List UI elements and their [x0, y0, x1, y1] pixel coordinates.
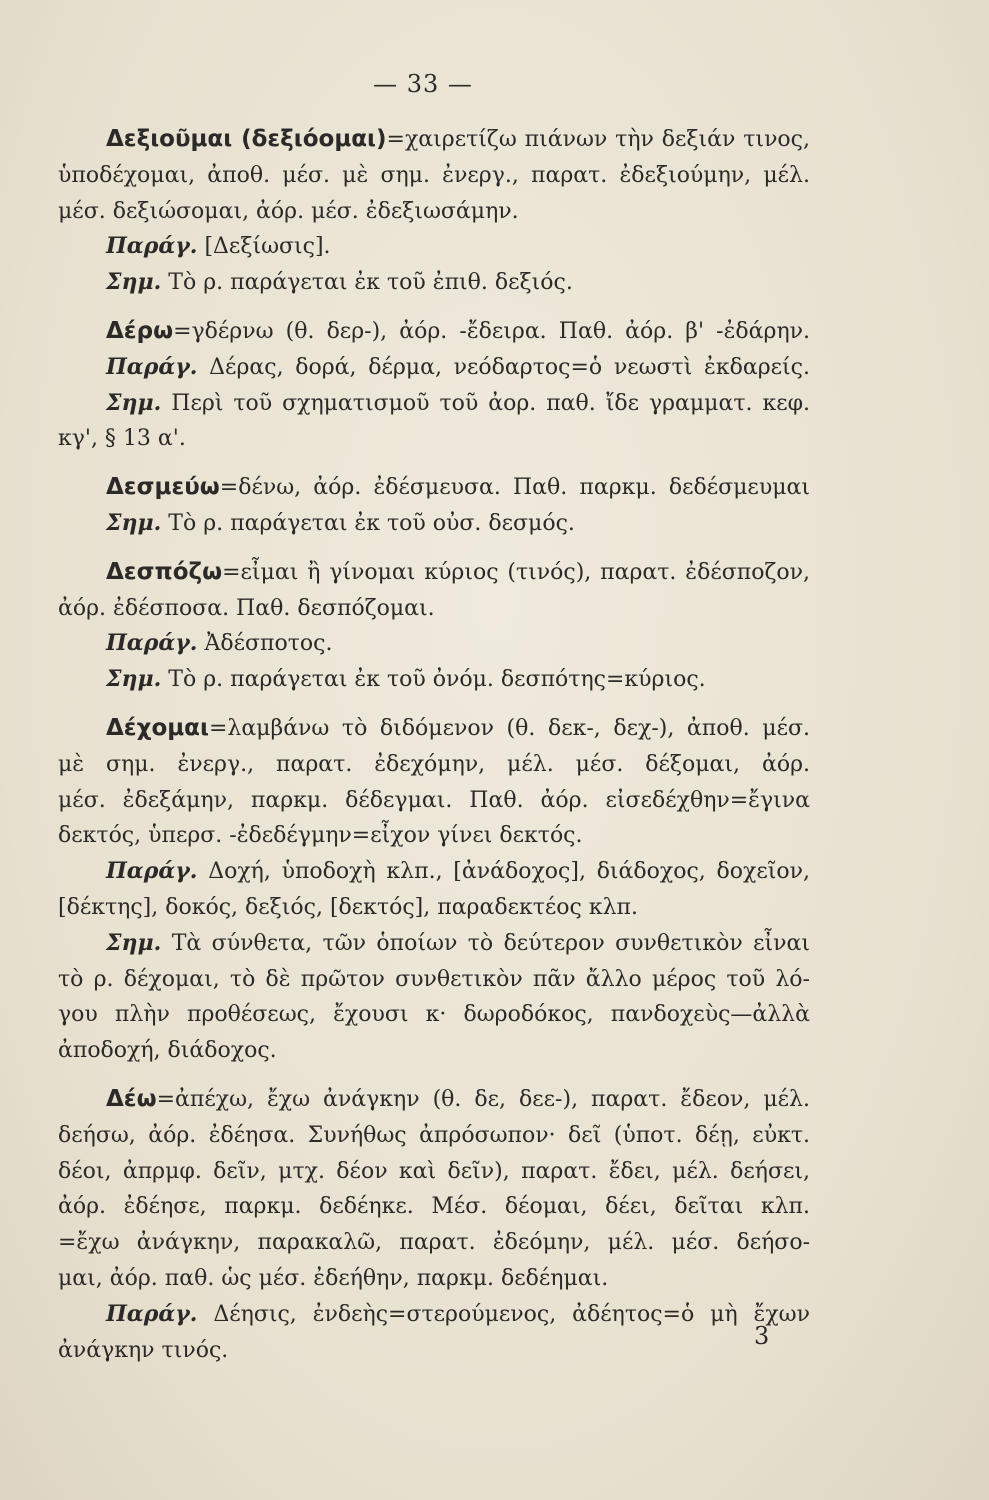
text-line: [58, 1297, 810, 1333]
text-line: [58, 386, 810, 422]
text-line: [58, 122, 810, 158]
headword: Δεσμεύω: [106, 474, 220, 501]
line-text: [Δεξίωσις].: [197, 234, 331, 260]
text-line: [58, 555, 810, 591]
dictionary-entry: [58, 122, 810, 301]
line-text: μέσ. ἐδεξάμην, παρκμ. δέδεγμαι. Παθ. ἀόρ. εἰσεδέχθην=ἔγινα: [58, 787, 810, 813]
section-abbreviation: Σημ.: [106, 929, 162, 956]
line-text: =ἔχω ἀνάγκην, παρακαλῶ, παρατ. ἐδεόμην, μέλ. μέσ. δεήσο-: [58, 1230, 810, 1256]
headword: Δέω: [106, 1085, 157, 1112]
line-text: ἀποδοχή, διάδοχος.: [58, 1038, 277, 1064]
headword: Δεσπόζω: [106, 558, 223, 585]
text-line: [58, 265, 810, 301]
text-line: [58, 1225, 810, 1261]
text-line: [58, 506, 810, 542]
section-abbreviation: Σημ.: [106, 269, 162, 296]
dictionary-entry: [58, 470, 810, 542]
headword: Δεξιοῦμαι (δεξιόομαι): [106, 126, 387, 152]
line-text: Δέησις, ἐνδεὴς=στερούμενος, ἀδέητος=ὁ μὴ ἔχων: [197, 1301, 810, 1327]
dictionary-entry: [58, 555, 810, 698]
section-abbreviation: Παράγ.: [106, 1300, 198, 1327]
text-line: [58, 591, 810, 627]
text-line: [58, 926, 810, 962]
section-abbreviation: Παράγ.: [106, 630, 198, 657]
headword: Δέχομαι: [106, 714, 209, 741]
text-line: [58, 421, 810, 457]
line-text: ὑποδέχομαι, ἀποθ. μέσ. μὲ σημ. ἐνεργ., παρατ. ἐδεξιούμην, μέλ.: [58, 162, 810, 188]
section-abbreviation: Παράγ.: [106, 353, 198, 380]
text-line: [58, 314, 810, 350]
text-line: [58, 1261, 810, 1297]
line-text: Τὸ ρ. παράγεται ἐκ τοῦ ἐπιθ. δεξιός.: [161, 270, 573, 296]
line-text: μαι, ἀόρ. παθ. ὡς μέσ. ἐδεήθην, παρκμ. δεδέημαι.: [58, 1265, 609, 1291]
line-text: [δέκτης], δοκός, δεξιός, [δεκτός], παραδεκτέος κλπ.: [58, 894, 639, 920]
text-line: [58, 1118, 810, 1154]
signature-mark: 3: [754, 1322, 770, 1350]
page-number: — 33 —: [373, 70, 473, 98]
dictionary-text: [58, 122, 810, 1381]
text-line: [58, 1082, 810, 1118]
line-text: Τὸ ρ. παράγεται ἐκ τοῦ ὀνόμ. δεσπότης=κύριος.: [161, 667, 706, 693]
text-line: [58, 890, 810, 926]
section-abbreviation: Παράγ.: [106, 233, 198, 260]
text-line: [58, 194, 810, 230]
text-line: [58, 711, 810, 747]
text-line: [58, 470, 810, 506]
line-text: =γδέρνω (θ. δερ-), ἀόρ. -ἔδειρα. Παθ. ἀόρ. β' -ἐδάρην.: [173, 318, 810, 344]
line-text: δεήσω, ἀόρ. ἐδέησα. Συνήθως ἀπρόσωπον· δεῖ (ὑποτ. δέῃ, εὐκτ.: [58, 1122, 810, 1148]
section-abbreviation: Σημ.: [106, 509, 162, 536]
line-text: ἀνάγκην τινός.: [58, 1337, 229, 1363]
line-text: μέσ. δεξιώσομαι, ἀόρ. μέσ. ἐδεξιωσάμην.: [58, 198, 519, 224]
headword: Δέρω: [106, 317, 174, 344]
line-text: Περὶ τοῦ σχηματισμοῦ τοῦ ἀορ. παθ. ἴδε γραμματ. κεφ.: [161, 390, 810, 416]
text-line: [58, 818, 810, 854]
section-abbreviation: Παράγ.: [106, 858, 198, 885]
line-text: Τὰ σύνθετα, τῶν ὁποίων τὸ δεύτερον συνθετικὸν εἶναι: [161, 930, 810, 956]
text-line: [58, 350, 810, 386]
line-text: δέοι, ἀπρμφ. δεῖν, μτχ. δέον καὶ δεῖν), παρατ. ἔδει, μέλ. δεήσει,: [58, 1158, 810, 1184]
dictionary-entry: [58, 1082, 810, 1368]
text-line: [58, 1033, 810, 1069]
text-line: [58, 1154, 810, 1190]
line-text: ἀόρ. ἐδέησε, παρκμ. δεδέηκε. Μέσ. δέομαι, δέει, δεῖται κλπ.: [58, 1194, 810, 1220]
text-line: [58, 662, 810, 698]
text-line: [58, 626, 810, 662]
text-line: [58, 158, 810, 194]
line-text: Ἀδέσποτος.: [197, 631, 333, 657]
line-text: τὸ ρ. δέχομαι, τὸ δὲ πρῶτον συνθετικὸν πᾶν ἄλλο μέρος τοῦ λό-: [58, 966, 810, 992]
text-line: [58, 997, 810, 1033]
text-line: [58, 747, 810, 783]
text-line: [58, 1189, 810, 1225]
text-line: [58, 962, 810, 998]
text-line: [58, 1333, 810, 1369]
text-line: [58, 783, 810, 819]
line-text: κγ', § 13 α'.: [58, 426, 186, 452]
line-text: Δοχή, ὑποδοχὴ κλπ., [ἀνάδοχος], διάδοχος, δοχεῖον,: [197, 859, 810, 885]
line-text: Τὸ ρ. παράγεται ἐκ τοῦ οὐσ. δεσμός.: [161, 510, 575, 536]
text-line: [58, 229, 810, 265]
line-text: μὲ σημ. ἐνεργ., παρατ. ἐδεχόμην, μέλ. μέσ. δέξομαι, ἀόρ.: [58, 751, 810, 777]
section-abbreviation: Σημ.: [106, 389, 162, 416]
line-text: ἀόρ. ἐδέσποσα. Παθ. δεσπόζομαι.: [58, 595, 435, 621]
line-text: =λαμβάνω τὸ διδόμενον (θ. δεκ-, δεχ-), ἀποθ. μέσ.: [208, 715, 810, 741]
line-text: =εἶμαι ἢ γίνομαι κύριος (τινός), παρατ. ἐδέσποζον,: [222, 559, 810, 585]
line-text: =δένω, ἀόρ. ἐδέσμευσα. Παθ. παρκμ. δεδέσμευμαι: [219, 475, 810, 501]
line-text: γου πλὴν προθέσεως, ἔχουσι κ· δωροδόκος, πανδοχεὺς—ἀλλὰ: [58, 1002, 810, 1028]
line-text: δεκτός, ὑπερσ. -ἐδεδέγμην=εἶχον γίνει δεκτός.: [58, 823, 583, 849]
line-text: =ἀπέχω, ἔχω ἀνάγκην (θ. δε, δεε-), παρατ. ἔδεον, μέλ.: [156, 1086, 810, 1112]
dictionary-entry: [58, 711, 810, 1069]
dictionary-entry: [58, 314, 810, 457]
section-abbreviation: Σημ.: [106, 666, 162, 693]
text-line: [58, 854, 810, 890]
line-text: Δέρας, δορά, δέρμα, νεόδαρτος=ὁ νεωστὶ ἐκδαρείς.: [197, 354, 810, 380]
line-text: =χαιρετίζω πιάνων τὴν δεξιάν τινος,: [386, 127, 810, 152]
